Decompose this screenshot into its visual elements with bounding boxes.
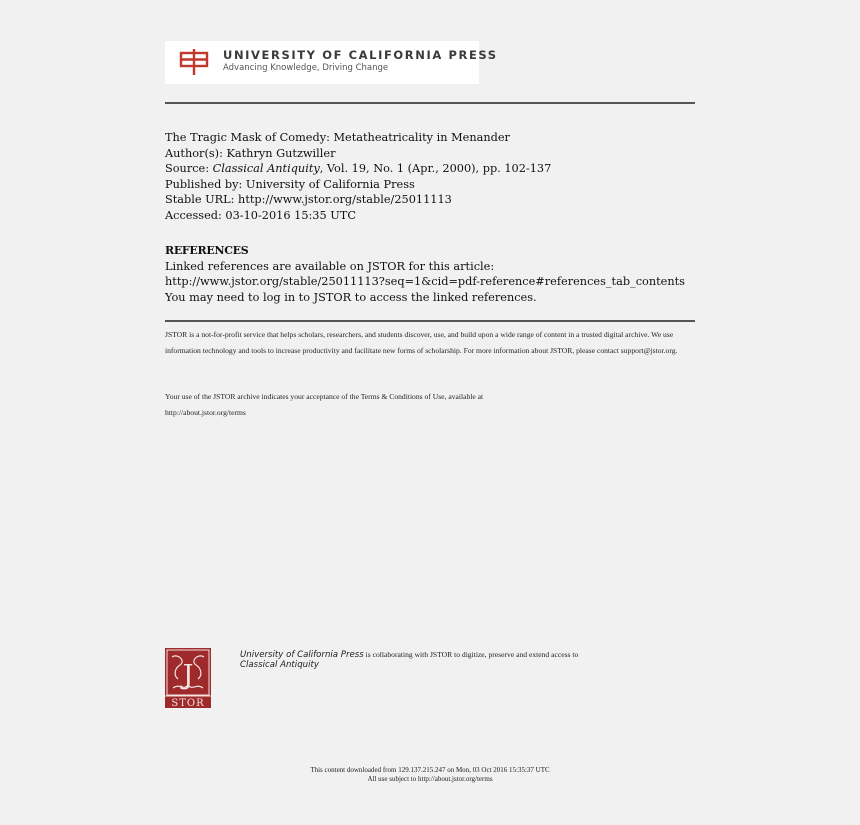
top-divider (165, 102, 695, 104)
collab-publisher: University of California Press (240, 650, 364, 660)
references-intro: Linked references are available on JSTOR for this article: (165, 259, 495, 273)
download-info: This content downloaded from 129.137.215.247 on Mon, 03 Oct 2016 15:35:37 UTC (310, 766, 550, 774)
middle-divider (165, 320, 695, 322)
article-source: Source: Classical Antiquity, Vol. 19, No. 1 (Apr., 2000), pp. 102-137 (165, 162, 552, 176)
article-author: Author(s): Kathryn Gutzwiller (165, 146, 336, 160)
terms-line: Your use of the JSTOR archive indicates your acceptance of the Terms & Conditions of Use, available at (165, 392, 484, 401)
publisher-logo-tagline: Advancing Knowledge, Driving Change (223, 63, 389, 73)
stable-url[interactable]: Stable URL: http://www.jstor.org/stable/25011113 (165, 193, 452, 207)
footer-terms: All use subject to http://about.jstor.org/terms (367, 775, 493, 783)
article-publisher: Published by: University of California Press (165, 177, 415, 191)
references-link[interactable]: http://www.jstor.org/stable/25011113?seq=1&cid=pdf-reference#references_tab_contents (165, 275, 685, 289)
source-journal: Classical Antiquity (212, 162, 320, 176)
accessed-date: Accessed: 03-10-2016 15:35 UTC (165, 208, 356, 222)
jstor-logo-label: STOR (171, 698, 205, 708)
jstor-notice: JSTOR is a not-for-profit service that helps scholars, researchers, and students discover, use, and build upon a wide range of content in a trusted digital archive. We use information technology and tools to increase productivity and facilitate new forms of scholarship. For more information about JSTOR, please contact support@jstor.org. (165, 330, 678, 355)
collab-text: is collaborating with JSTOR to digitize, preserve and extend access to (363, 650, 579, 659)
publisher-logo-name: UNIVERSITY OF CALIFORNIA PRESS (223, 48, 498, 62)
ucpress-logo-icon (179, 48, 209, 76)
references-block (165, 243, 725, 305)
references-login-note: You may need to log in to JSTOR to access the linked references. (165, 290, 537, 304)
jstor-logo-icon (165, 648, 211, 708)
terms-link[interactable]: http://about.jstor.org/terms (165, 407, 246, 417)
collaboration-notice (240, 650, 700, 670)
references-heading: REFERENCES (165, 244, 249, 257)
svg-text:J: J (182, 660, 194, 691)
publisher-logo (165, 41, 498, 84)
collab-journal: Classical Antiquity (240, 660, 319, 670)
article-title: The Tragic Mask of Comedy: Metatheatricality in Menander (165, 131, 510, 144)
terms-notice (165, 389, 700, 420)
citation-block (165, 130, 705, 224)
download-footer (230, 766, 630, 784)
